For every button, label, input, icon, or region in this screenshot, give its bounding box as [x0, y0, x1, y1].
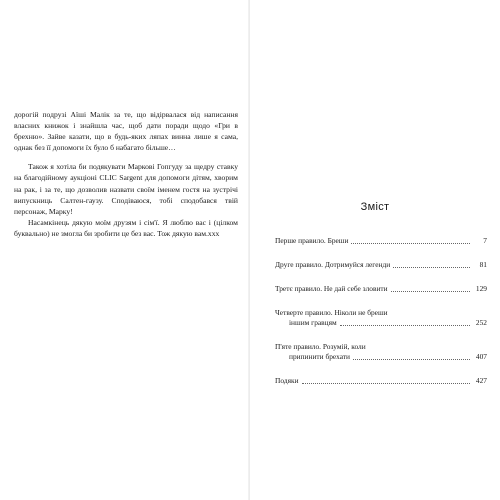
toc-entry-title: Перше правило. Бреши [275, 236, 349, 245]
toc-entry-2[interactable] [275, 260, 487, 270]
toc-entry-3[interactable] [275, 284, 487, 294]
toc-title: Зміст [360, 201, 390, 213]
toc-leader-dots [351, 242, 470, 244]
table-of-contents [275, 236, 487, 386]
toc-entry-title: Третє правило. Не дай себе зловити [275, 284, 388, 293]
toc-page-number: 407 [475, 352, 487, 361]
toc-entry-title-continued: іншим гравцям [289, 318, 337, 327]
paragraph-1: дорогій подрузі Аїші Малік за те, що відірвалася від написання власних книжок і знайшла час, щоб дати поради щодо «Гри в брехню». Зайве казати, що в будь-яких ляпах винна лише я сама, однак без її допомоги їх було б набагато більше… [14, 110, 238, 153]
toc-leader-dots [391, 290, 470, 292]
toc-leader-dots [393, 266, 470, 268]
paragraph-3: Насамкінець дякую моїм друзям і сім'ї. Я люблю вас і (цілком буквально) не змогла би зробити це без вас. Тож дякую вам.xxx [14, 217, 238, 238]
toc-entry-6[interactable] [275, 376, 487, 386]
toc-page-number: 81 [479, 260, 487, 269]
toc-leader-dots [302, 382, 470, 384]
toc-leader-dots [353, 358, 470, 360]
acknowledgements-text [14, 109, 238, 239]
toc-entry-5[interactable] [275, 342, 487, 362]
toc-entry-title: Подяки [275, 376, 299, 385]
toc-entry-title: Четверте правило. Ніколи не бреши [275, 308, 388, 317]
toc-entry-4[interactable] [275, 308, 487, 328]
toc-page-number: 427 [475, 376, 487, 385]
toc-entry-title: Друге правило. Дотримуйся легенди [275, 260, 391, 269]
toc-entry-title-continued: припинити брехати [289, 352, 350, 361]
paragraph-2: Також я хотіла би подякувати Маркові Гопгуду за щедру ставку на благодійному аукціоні CLIC Sargent для допомоги дітям, хворим на рак, і за те, що дозволив назвати своїм іменем гостя на зустрічі випускниць Салтен-гаузу. Сподіваюся, тобі сподобався твій персонаж, Марку! [14, 162, 238, 216]
toc-page-number: 252 [475, 318, 487, 327]
toc-leader-dots [340, 324, 470, 326]
toc-entry-title: П'яте правило. Розумій, коли [275, 342, 366, 351]
toc-entry-1[interactable] [275, 236, 487, 246]
toc-page-number: 7 [483, 236, 487, 245]
toc-page-number: 129 [475, 284, 487, 293]
